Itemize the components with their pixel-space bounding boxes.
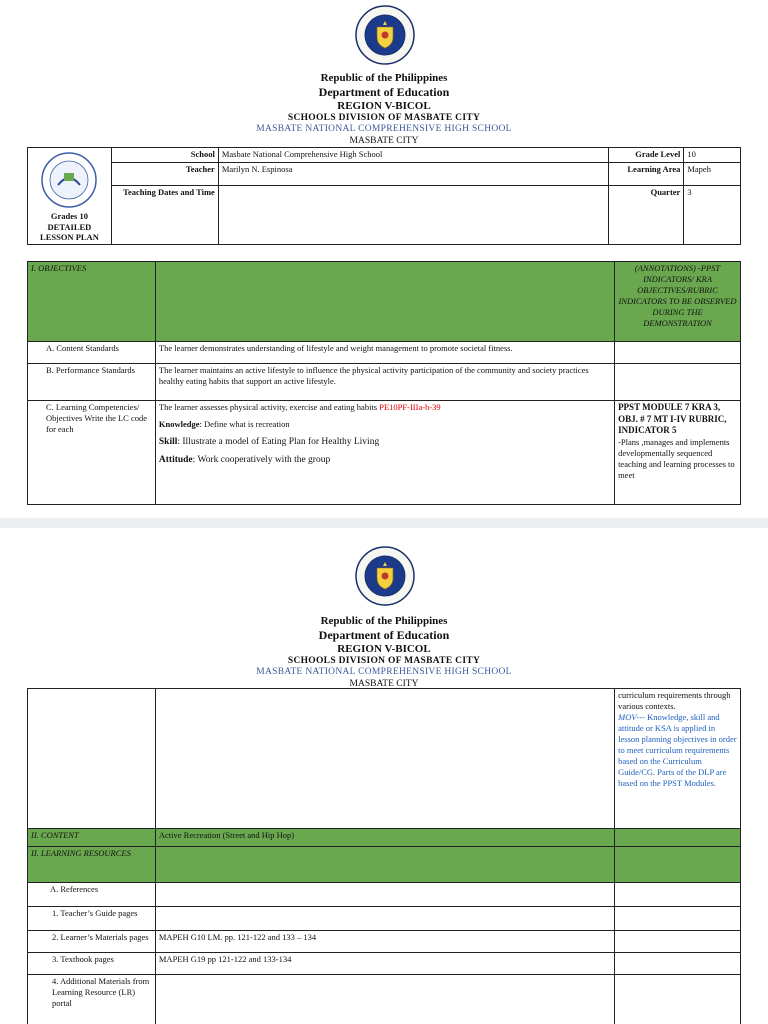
info-table xyxy=(27,147,741,245)
ppst-continued: curriculum requirements through various contexts. xyxy=(618,690,731,712)
skill-label: Skill xyxy=(158,437,178,448)
school-label: School xyxy=(111,148,218,163)
knowledge-label: Knowledge xyxy=(158,419,200,430)
skill-value: : Illustrate a model of Eating Plan for Healthy Living xyxy=(177,437,380,448)
annotations-heading: (ANNOTATIONS) -PPST INDICATORS/ KRA OBJECTIVES/RUBRIC INDICATORS TO BE OBSERVED DURING THE DEMONSTRATION xyxy=(615,262,741,342)
objectives-table xyxy=(27,261,741,505)
division-line: SCHOOLS DIVISION OF MASBATE CITY xyxy=(287,655,481,666)
content-standards-label: A. Content Standards xyxy=(28,342,156,364)
deped-seal-icon xyxy=(355,5,415,65)
logo-caption: Grades 10 DETAILED LESSON PLAN xyxy=(40,211,99,243)
references-label: A. References xyxy=(28,883,156,907)
lm-value: MAPEH G10 LM. pp. 121-122 and 133 – 134 xyxy=(155,931,614,953)
competency-text: The learner assesses physical activity, exercise and eating habits xyxy=(158,402,380,412)
department-line: Department of Education xyxy=(318,628,450,643)
division-line: SCHOOLS DIVISION OF MASBATE CITY xyxy=(287,112,481,123)
am-value xyxy=(155,975,614,1024)
area-label: Learning Area xyxy=(608,162,683,185)
city-line: MASBATE CITY xyxy=(349,678,419,689)
department-line: Department of Education xyxy=(318,85,450,100)
dates-value xyxy=(218,185,608,244)
resources-heading: II. LEARNING RESOURCES xyxy=(28,847,156,883)
mov-text: --- Knowledge, skill and attitude or KSA is applied in lesson planning objectives in order to meet curriculum requirements based on the Curriculum Guide/CG. Parts of the DLP are based on the PPST Modules. xyxy=(618,712,737,789)
area-value: Mapeh xyxy=(684,162,741,185)
republic-line: Republic of the Philippines xyxy=(320,72,448,84)
quarter-label: Quarter xyxy=(608,185,683,244)
content-table xyxy=(27,688,741,1024)
teacher-label: Teacher xyxy=(111,162,218,185)
competencies-value xyxy=(155,401,614,505)
letterhead xyxy=(0,72,768,147)
school-value: Masbate National Comprehensive High School xyxy=(218,148,608,163)
tg-value xyxy=(155,907,614,931)
attitude-label: Attitude xyxy=(158,455,193,466)
ppst-cell xyxy=(615,401,741,505)
school-logo-icon xyxy=(34,151,104,209)
knowledge-value: : Define what is recreation xyxy=(199,419,290,430)
lm-label: 2. Learner’s Materials pages xyxy=(28,931,156,953)
content-value: Active Recreation (Street and Hip Hop) xyxy=(155,829,614,847)
region-line: REGION V-BICOL xyxy=(337,642,431,655)
teacher-value: Marilyn N. Espinosa xyxy=(218,162,608,185)
region-line: REGION V-BICOL xyxy=(337,99,431,112)
letterhead xyxy=(0,615,768,690)
school-line: MASBATE NATIONAL COMPREHENSIVE HIGH SCHOOL xyxy=(256,667,512,678)
grade-value: 10 xyxy=(684,148,741,163)
mov-label: MOV xyxy=(618,712,637,723)
logo-cell xyxy=(28,148,112,245)
content-heading: II. CONTENT xyxy=(28,829,156,847)
attitude-value: : Work cooperatively with the group xyxy=(192,455,331,466)
objectives-heading: I. OBJECTIVES xyxy=(28,262,156,342)
competencies-label: C. Learning Competencies/ Objectives Write the LC code for each xyxy=(28,401,156,505)
school-line: MASBATE NATIONAL COMPREHENSIVE HIGH SCHOOL xyxy=(256,124,512,135)
tb-label: 3. Textbook pages xyxy=(28,953,156,975)
performance-standards-value: The learner maintains an active lifestyle to influence the physical activity participation of the community and society practices healthy eating habits that support an active lifestyle. xyxy=(155,364,614,401)
dates-label: Teaching Dates and Time xyxy=(111,185,218,244)
deped-seal-icon xyxy=(355,546,415,606)
lc-code: PE10PF-IIIa-h-39 xyxy=(379,402,441,412)
city-line: MASBATE CITY xyxy=(349,135,419,146)
tb-value: MAPEH G19 pp 121-122 and 133-134 xyxy=(155,953,614,975)
ppst-text: -Plans ,manages and implements developmentally sequenced teaching and learning processes to meet xyxy=(618,437,735,481)
quarter-value: 3 xyxy=(684,185,741,244)
content-standards-value: The learner demonstrates understanding of lifestyle and weight management to promote societal fitness. xyxy=(155,342,614,364)
grade-label: Grade Level xyxy=(608,148,683,163)
ppst-continued-cell xyxy=(615,689,741,829)
am-label: 4. Additional Materials from Learning Resource (LR) portal xyxy=(28,975,156,1024)
performance-standards-label: B. Performance Standards xyxy=(28,364,156,401)
document-page-2 xyxy=(0,528,768,1024)
tg-label: 1. Teacher’s Guide pages xyxy=(28,907,156,931)
ppst-title: PPST MODULE 7 KRA 3, OBJ. # 7 MT I-IV RUBRIC, INDICATOR 5 xyxy=(618,402,727,436)
republic-line: Republic of the Philippines xyxy=(320,615,448,627)
